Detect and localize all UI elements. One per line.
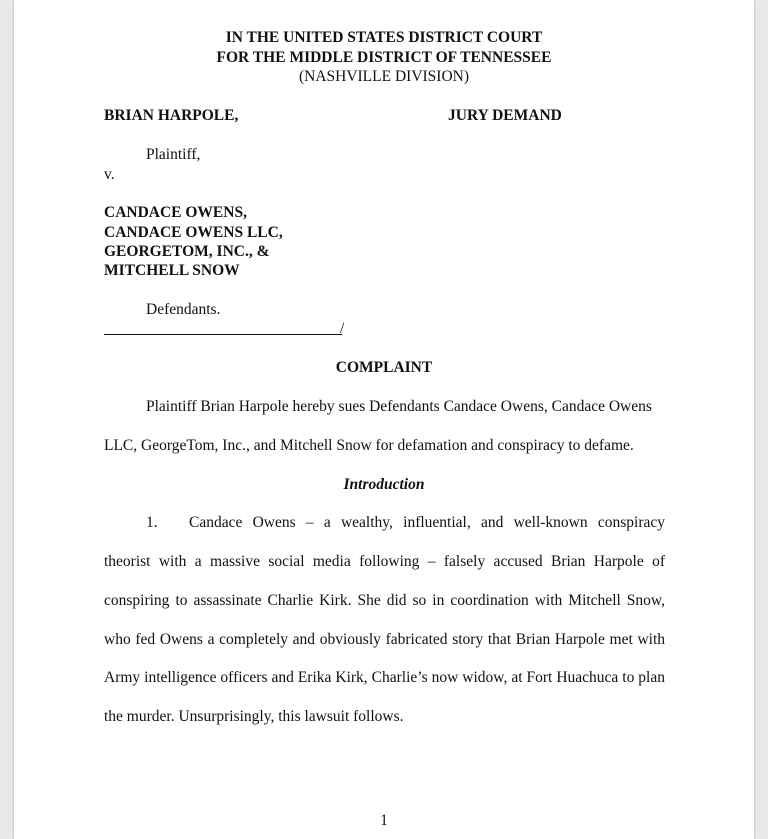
- caption-rule: [104, 334, 342, 335]
- division-name: (NASHVILLE DIVISION): [298, 68, 470, 85]
- defendant-name: MITCHELL SNOW: [104, 262, 240, 279]
- plaintiff-role: Plaintiff,: [146, 146, 201, 163]
- document-page: [14, 0, 754, 839]
- caption-slash: /: [340, 320, 345, 337]
- intro-line: Plaintiff Brian Harpole hereby sues Defendants Candace Owens, Candace Owens: [146, 398, 652, 415]
- paragraph-number: 1.: [146, 514, 158, 531]
- defendants-role: Defendants.: [146, 301, 221, 318]
- defendant-name: CANDACE OWENS LLC,: [104, 224, 283, 241]
- court-name: IN THE UNITED STATES DISTRICT COURT: [225, 29, 543, 46]
- section-heading: Introduction: [343, 476, 425, 493]
- plaintiff-name: BRIAN HARPOLE,: [104, 107, 239, 124]
- page-number: 1: [380, 812, 388, 829]
- defendant-name: CANDACE OWENS,: [104, 204, 247, 221]
- paragraph-line: who fed Owens a completely and obviously fabricated story that Brian Harpole met with: [104, 631, 665, 648]
- paragraph-line: theorist with a massive social media following – falsely accused Brian Harpole of: [104, 553, 665, 570]
- document-title: COMPLAINT: [335, 359, 433, 376]
- versus: v.: [104, 166, 115, 183]
- jury-demand: JURY DEMAND: [448, 107, 562, 124]
- paragraph-line: conspiring to assassinate Charlie Kirk. She did so in coordination with Mitchell Snow,: [104, 592, 665, 609]
- paragraph-line: Army intelligence officers and Erika Kirk, Charlie’s now widow, at Fort Huachuca to plan: [104, 669, 665, 686]
- paragraph-line: the murder. Unsurprisingly, this lawsuit follows.: [104, 708, 404, 725]
- district-name: FOR THE MIDDLE DISTRICT OF TENNESSEE: [216, 49, 552, 66]
- defendant-name: GEORGETOM, INC., &: [104, 243, 270, 260]
- paragraph-line: Candace Owens – a wealthy, influential, and well-known conspiracy: [189, 514, 665, 531]
- intro-line: LLC, GeorgeTom, Inc., and Mitchell Snow for defamation and conspiracy to defame.: [104, 437, 634, 454]
